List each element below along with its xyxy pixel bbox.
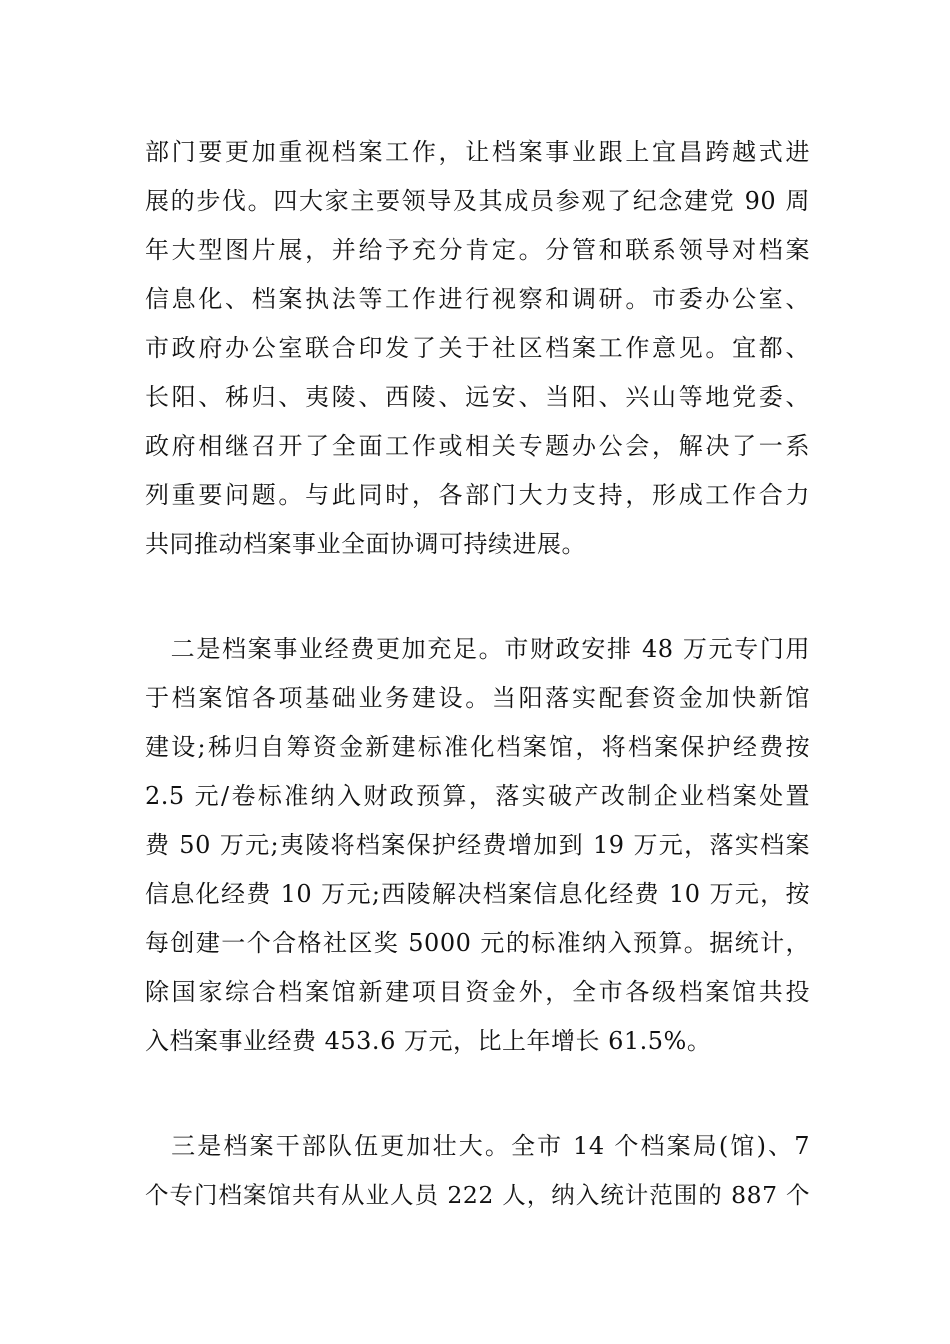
paragraph-3	[145, 1122, 810, 1220]
text-line: 二是档案事业经费更加充足。市财政安排 48 万元专门用	[145, 635, 810, 663]
text-line: 除国家综合档案馆新建项目资金外，全市各级档案馆共投	[145, 978, 810, 1006]
text-line: 每创建一个合格社区奖 5000 元的标准纳入预算。据统计，	[145, 929, 810, 957]
text-line: 2.5 元/卷标准纳入财政预算，落实破产改制企业档案处置	[145, 782, 810, 810]
text-line: 信息化经费 10 万元;西陵解决档案信息化经费 10 万元，按	[145, 880, 810, 908]
text-line: 建设;秭归自筹资金新建标准化档案馆，将档案保护经费按	[145, 733, 810, 761]
text-line: 市政府办公室联合印发了关于社区档案工作意见。宜都、	[145, 334, 810, 362]
text-line: 于档案馆各项基础业务建设。当阳落实配套资金加快新馆	[145, 684, 810, 712]
text-line: 个专门档案馆共有从业人员 222 人，纳入统计范围的 887 个	[145, 1181, 810, 1209]
paragraph-1	[145, 128, 810, 569]
paragraph-2	[145, 625, 810, 1066]
text-line: 长阳、秭归、夷陵、西陵、远安、当阳、兴山等地党委、	[145, 383, 810, 411]
text-line: 列重要问题。与此同时，各部门大力支持，形成工作合力	[145, 481, 810, 509]
text-line: 费 50 万元;夷陵将档案保护经费增加到 19 万元，落实档案	[145, 831, 810, 859]
text-line: 共同推动档案事业全面协调可持续进展。	[145, 530, 586, 558]
text-line: 展的步伐。四大家主要领导及其成员参观了纪念建党 90 周	[145, 187, 810, 215]
text-line: 三是档案干部队伍更加壮大。全市 14 个档案局(馆)、7	[145, 1132, 810, 1160]
text-line: 政府相继召开了全面工作或相关专题办公会，解决了一系	[145, 432, 810, 460]
text-line: 信息化、档案执法等工作进行视察和调研。市委办公室、	[145, 285, 810, 313]
text-line: 入档案事业经费 453.6 万元，比上年增长 61.5%。	[145, 1027, 712, 1055]
text-line: 年大型图片展，并给予充分肯定。分管和联系领导对档案	[145, 236, 810, 264]
text-line: 部门要更加重视档案工作，让档案事业跟上宜昌跨越式进	[145, 138, 810, 166]
